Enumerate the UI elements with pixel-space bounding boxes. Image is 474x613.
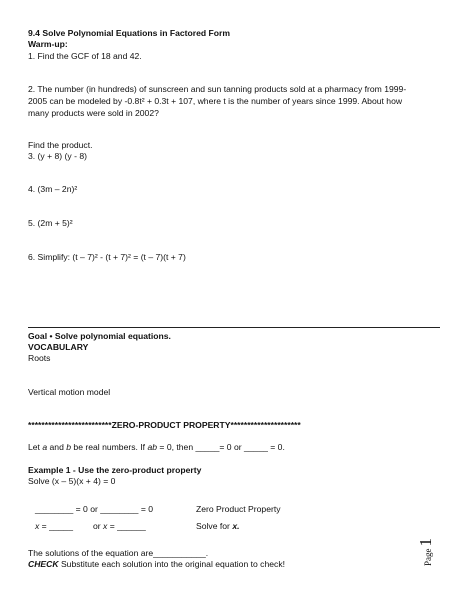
page-number-marker [416, 538, 435, 566]
warmup-question-2-line-1: 2. The number (in hundreds) of sunscreen and sun tanning products sold at a pharmacy from 1999- [28, 84, 407, 94]
warmup-question-5: 5. (2m + 5)² [28, 218, 73, 228]
zero-product-property-statement: Let a and b be real numbers. If ab = 0, then _____= 0 or _____ = 0. [28, 442, 285, 452]
find-product-instruction: Find the product. [28, 140, 93, 150]
section-divider [28, 327, 440, 328]
warmup-question-6: 6. Simplify: (t – 7)² - (t + 7)² = (t – 7)(t + 7) [28, 252, 186, 262]
solutions-statement: The solutions of the equation are___________. [28, 548, 209, 558]
example-1-equation: Solve (x – 5)(x + 4) = 0 [28, 476, 116, 486]
page-number: 1 [416, 538, 435, 547]
vocab-term-vertical-motion-model: Vertical motion model [28, 387, 111, 397]
solve-for-x-blanks: x = _____ [35, 521, 73, 531]
step-label-solve-for-x: Solve for x. [196, 521, 240, 531]
warmup-question-3: 3. (y + 8) (y - 8) [28, 151, 87, 161]
zero-product-property-banner: *************************ZERO-PRODUCT PROPERTY********************* [28, 420, 301, 430]
page-title: 9.4 Solve Polynomial Equations in Factored Form [28, 28, 230, 38]
step-label-zero-product-property: Zero Product Property [196, 504, 281, 514]
check-instruction: CHECK Substitute each solution into the original equation to check! [28, 559, 286, 569]
warmup-question-2-line-3: many products were sold in 2002? [28, 108, 159, 118]
zero-product-blanks: ________ = 0 or ________ = 0 [35, 504, 154, 514]
example-1-heading: Example 1 - Use the zero-product property [28, 465, 202, 475]
warmup-question-2-line-2: 2005 can be modeled by -0.8t² + 0.3t + 107, where t is the number of years since 1999. About how [28, 96, 403, 106]
warmup-question-1: 1. Find the GCF of 18 and 42. [28, 51, 142, 61]
warmup-question-4: 4. (3m – 2n)² [28, 184, 78, 194]
vocabulary-heading: VOCABULARY [28, 342, 89, 352]
vocab-term-roots: Roots [28, 353, 51, 363]
warmup-heading: Warm-up: [28, 39, 68, 49]
page-word: Page [423, 548, 433, 566]
solve-for-x-blanks-second: or x = ______ [93, 521, 146, 531]
goal-statement: Goal • Solve polynomial equations. [28, 331, 171, 341]
